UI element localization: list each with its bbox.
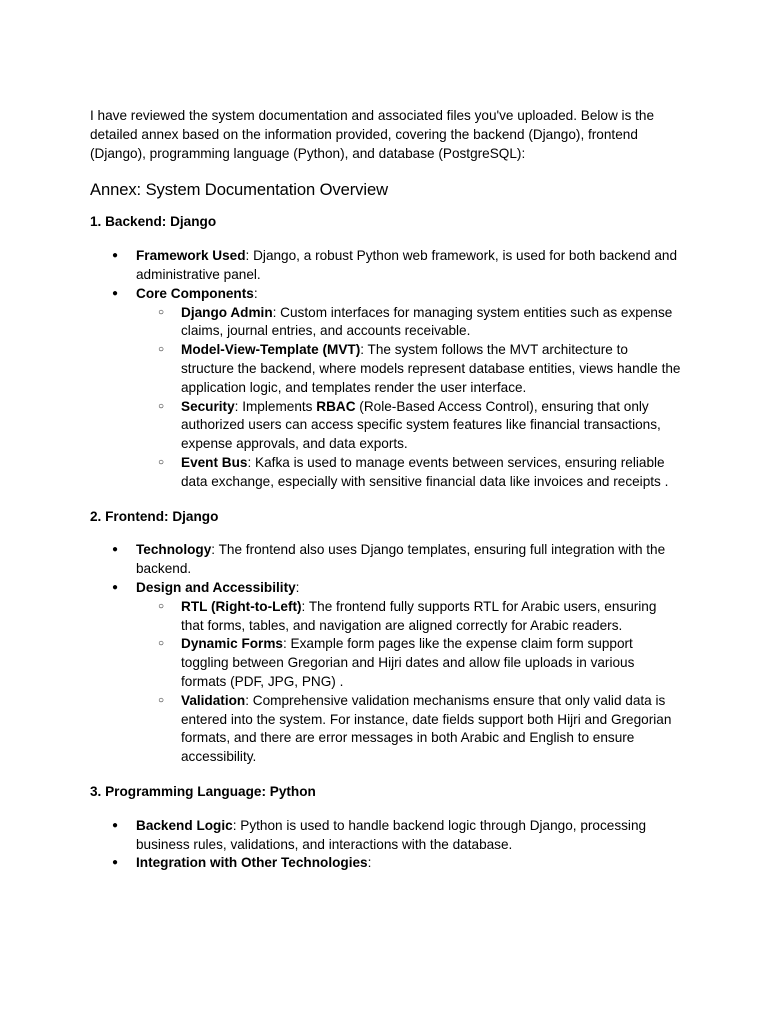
term: Model-View-Template (MVT) xyxy=(181,342,361,358)
description: : xyxy=(295,579,300,595)
list-item xyxy=(90,247,682,285)
description: : Kafka is used to manage events between services, ensuring reliable data exchange, especially with sensitive financial data like invoices and receipts . xyxy=(181,454,669,489)
term: Framework Used xyxy=(136,248,246,264)
list-item xyxy=(90,817,682,855)
backend-list xyxy=(90,247,682,491)
sub-list-item xyxy=(136,454,682,492)
section-heading-frontend: 2. Frontend: Django xyxy=(90,508,219,524)
description: : xyxy=(253,285,258,301)
sub-list-item xyxy=(136,598,682,636)
sub-list-item xyxy=(136,398,682,454)
term: Dynamic Forms xyxy=(181,636,283,652)
circle-bullet-icon: ○ xyxy=(158,456,165,468)
description: : Comprehensive validation mechanisms ensure that only valid data is entered into the system. For instance, date fields support both Hijri and Gregorian formats, and there are error messages in both Arabic and English to ensure accessibility. xyxy=(181,692,672,765)
description: : Django, a robust Python web framework, is used for both backend and administrative panel. xyxy=(136,248,678,282)
description: (Role-Based Access Control), ensuring that only authorized users can access specific system features like financial transactions, expense approvals, and data exports. xyxy=(181,398,661,452)
bullet-icon: ● xyxy=(112,857,119,869)
section-heading-language: 3. Programming Language: Python xyxy=(90,783,316,799)
section-heading-backend: 1. Backend: Django xyxy=(90,214,217,230)
description: : xyxy=(367,855,372,871)
bullet-icon: ● xyxy=(112,287,119,299)
list-item xyxy=(90,285,682,492)
term: Technology xyxy=(136,542,212,558)
sub-list-item xyxy=(136,341,682,397)
description: : Python is used to handle backend logic through Django, processing business rules, validations, and interactions with the database. xyxy=(136,817,647,852)
sub-list-item xyxy=(136,635,682,691)
list-item xyxy=(90,854,682,873)
term: Validation xyxy=(181,692,246,708)
term: Backend Logic xyxy=(136,817,233,833)
term: Event Bus xyxy=(181,454,248,470)
circle-bullet-icon: ○ xyxy=(158,306,165,318)
bullet-icon: ● xyxy=(112,544,119,556)
bullet-icon: ● xyxy=(112,581,119,593)
sub-list-item xyxy=(136,692,682,767)
language-list xyxy=(90,817,682,873)
bullet-icon: ● xyxy=(112,819,119,831)
term: Django Admin xyxy=(181,304,273,320)
list-item xyxy=(90,579,682,767)
description: : The frontend also uses Django templates, ensuring full integration with the backend. xyxy=(136,542,666,577)
circle-bullet-icon: ○ xyxy=(158,638,165,650)
term: Core Components xyxy=(136,285,254,301)
term: RTL (Right-to-Left) xyxy=(181,598,302,614)
description: : The frontend fully supports RTL for Arabic users, ensuring that forms, tables, and navigation are aligned correctly for Arabic readers. xyxy=(181,598,657,633)
term: Integration with Other Technologies xyxy=(136,855,368,871)
circle-bullet-icon: ○ xyxy=(158,344,165,356)
list-item xyxy=(90,541,682,579)
circle-bullet-icon: ○ xyxy=(158,400,165,412)
term: Design and Accessibility xyxy=(136,579,296,595)
description: : Custom interfaces for managing system entities such as expense claims, journal entries, and accounts receivable. xyxy=(181,304,673,339)
description: : Example form pages like the expense claim form support toggling between Gregorian and Hijri dates and allow file uploads in various formats (PDF, JPG, PNG) . xyxy=(181,636,635,689)
bullet-icon: ● xyxy=(112,250,119,262)
term-rbac: RBAC xyxy=(316,398,356,414)
sub-list-item xyxy=(136,304,682,342)
term: Security xyxy=(181,398,235,414)
core-components-sublist xyxy=(136,304,682,492)
circle-bullet-icon: ○ xyxy=(158,600,165,612)
design-sublist xyxy=(136,598,682,767)
description: : Implements xyxy=(234,398,317,414)
description: : The system follows the MVT architecture to structure the backend, where models represent database entities, views handle the application logic, and templates render the user interface. xyxy=(181,342,681,395)
circle-bullet-icon: ○ xyxy=(158,694,165,706)
document-body xyxy=(90,107,682,889)
intro-paragraph: I have reviewed the system documentation and associated files you've uploaded. Below is the detailed annex based on the information provided, covering the backend (Django), frontend (Django), programming language (Python), and database (PostgreSQL): xyxy=(90,108,655,161)
frontend-list xyxy=(90,541,682,767)
annex-title: Annex: System Documentation Overview xyxy=(90,180,388,200)
